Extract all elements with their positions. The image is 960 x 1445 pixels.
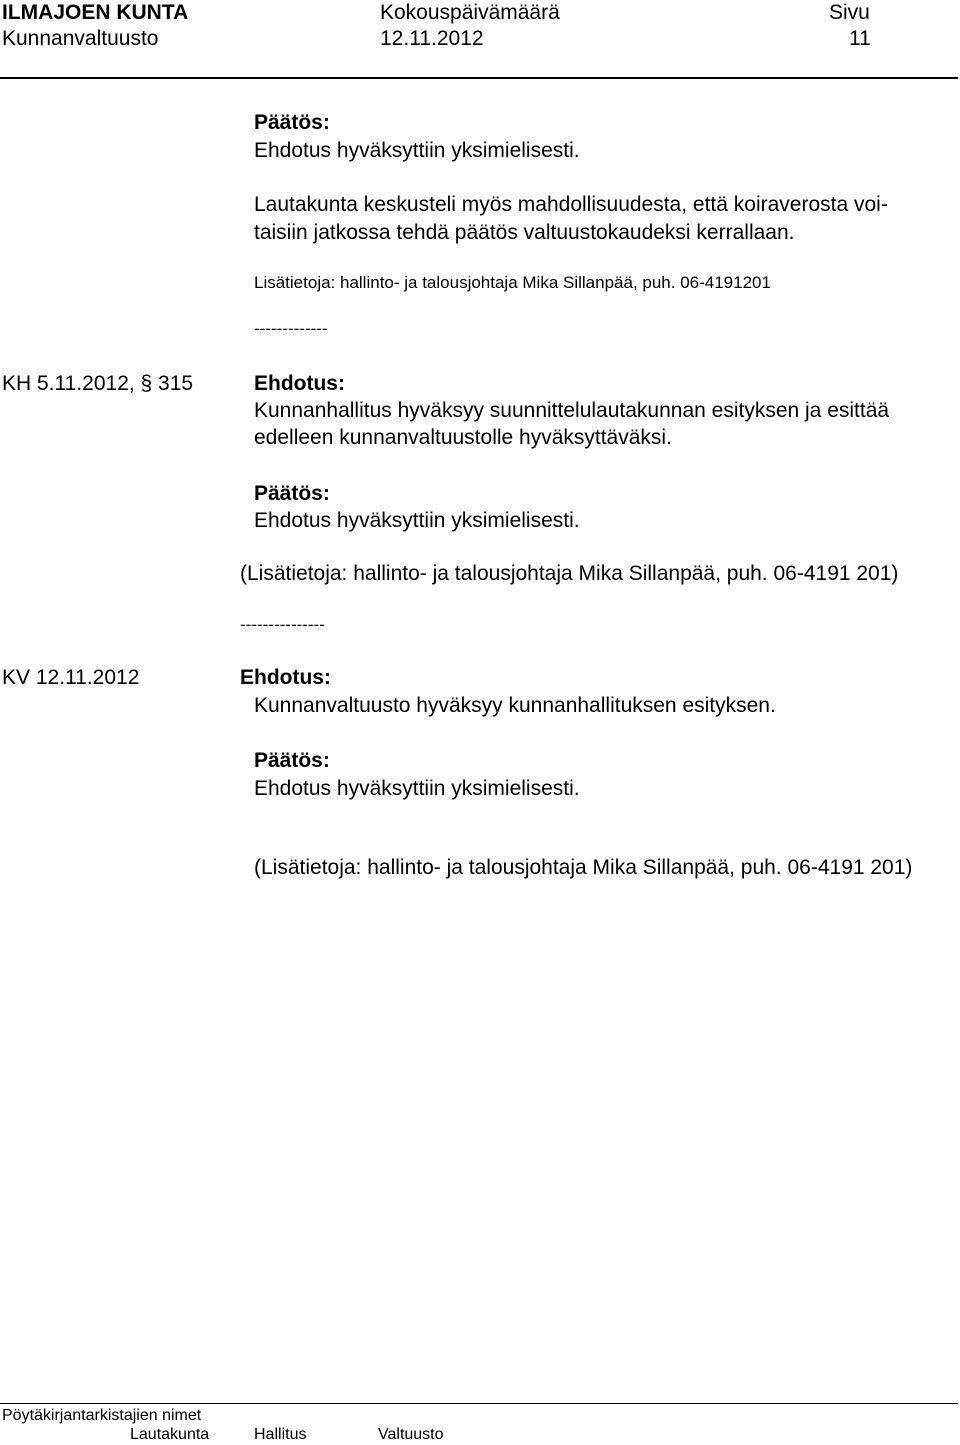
proposal-line-2: edelleen kunnanvaltuustolle hyväksyttäväksi. <box>254 426 672 449</box>
decision-text: Ehdotus hyväksyttiin yksimielisesti. <box>254 509 580 532</box>
proposal-line-1: Kunnanhallitus hyväksyy suunnittelulautakunnan esityksen ja esittää <box>254 399 890 422</box>
header-rule <box>0 77 958 79</box>
decision-text: Ehdotus hyväksyttiin yksimielisesti. <box>254 777 580 800</box>
footer-col-valtuusto: Valtuusto <box>378 1426 444 1443</box>
proposal-label: Ehdotus: <box>254 372 345 395</box>
org-name: ILMAJOEN KUNTA <box>2 1 189 24</box>
discussion-line-1: Lautakunta keskusteli myös mahdollisuudesta, että koiraverosta voi- <box>254 193 888 216</box>
page-number: 11 <box>849 27 871 50</box>
decision-label: Päätös: <box>254 111 330 134</box>
footer-rule <box>0 1403 958 1404</box>
decision-label: Päätös: <box>254 749 330 772</box>
separator: --------------- <box>240 615 325 634</box>
meeting-date: 12.11.2012 <box>380 27 484 50</box>
footer-col-lautakunta: Lautakunta <box>130 1426 210 1443</box>
info-text: (Lisätietoja: hallinto- ja talousjohtaja Mika Sillanpää, puh. 06-4191 201) <box>240 562 899 585</box>
footer-title: Pöytäkirjantarkistajien nimet <box>2 1407 202 1424</box>
kh-reference: KH 5.11.2012, § 315 <box>2 372 194 395</box>
proposal-text: Kunnanvaltuusto hyväksyy kunnanhallituksen esityksen. <box>254 694 776 717</box>
proposal-label: Ehdotus: <box>240 666 331 689</box>
info-text: (Lisätietoja: hallinto- ja talousjohtaja Mika Sillanpää, puh. 06-4191 201) <box>254 856 913 879</box>
discussion-line-2: taisiin jatkossa tehdä päätös valtuustokaudeksi kerrallaan. <box>254 221 795 244</box>
kv-reference: KV 12.11.2012 <box>2 666 140 689</box>
separator: ------------- <box>254 319 328 338</box>
body-name: Kunnanvaltuusto <box>2 27 159 50</box>
info-text: Lisätietoja: hallinto- ja talousjohtaja Mika Sillanpää, puh. 06-4191201 <box>254 273 771 292</box>
date-label: Kokouspäivämäärä <box>380 1 560 24</box>
page-label: Sivu <box>829 1 870 24</box>
decision-label: Päätös: <box>254 482 330 505</box>
footer-col-hallitus: Hallitus <box>254 1426 307 1443</box>
decision-text: Ehdotus hyväksyttiin yksimielisesti. <box>254 139 580 162</box>
